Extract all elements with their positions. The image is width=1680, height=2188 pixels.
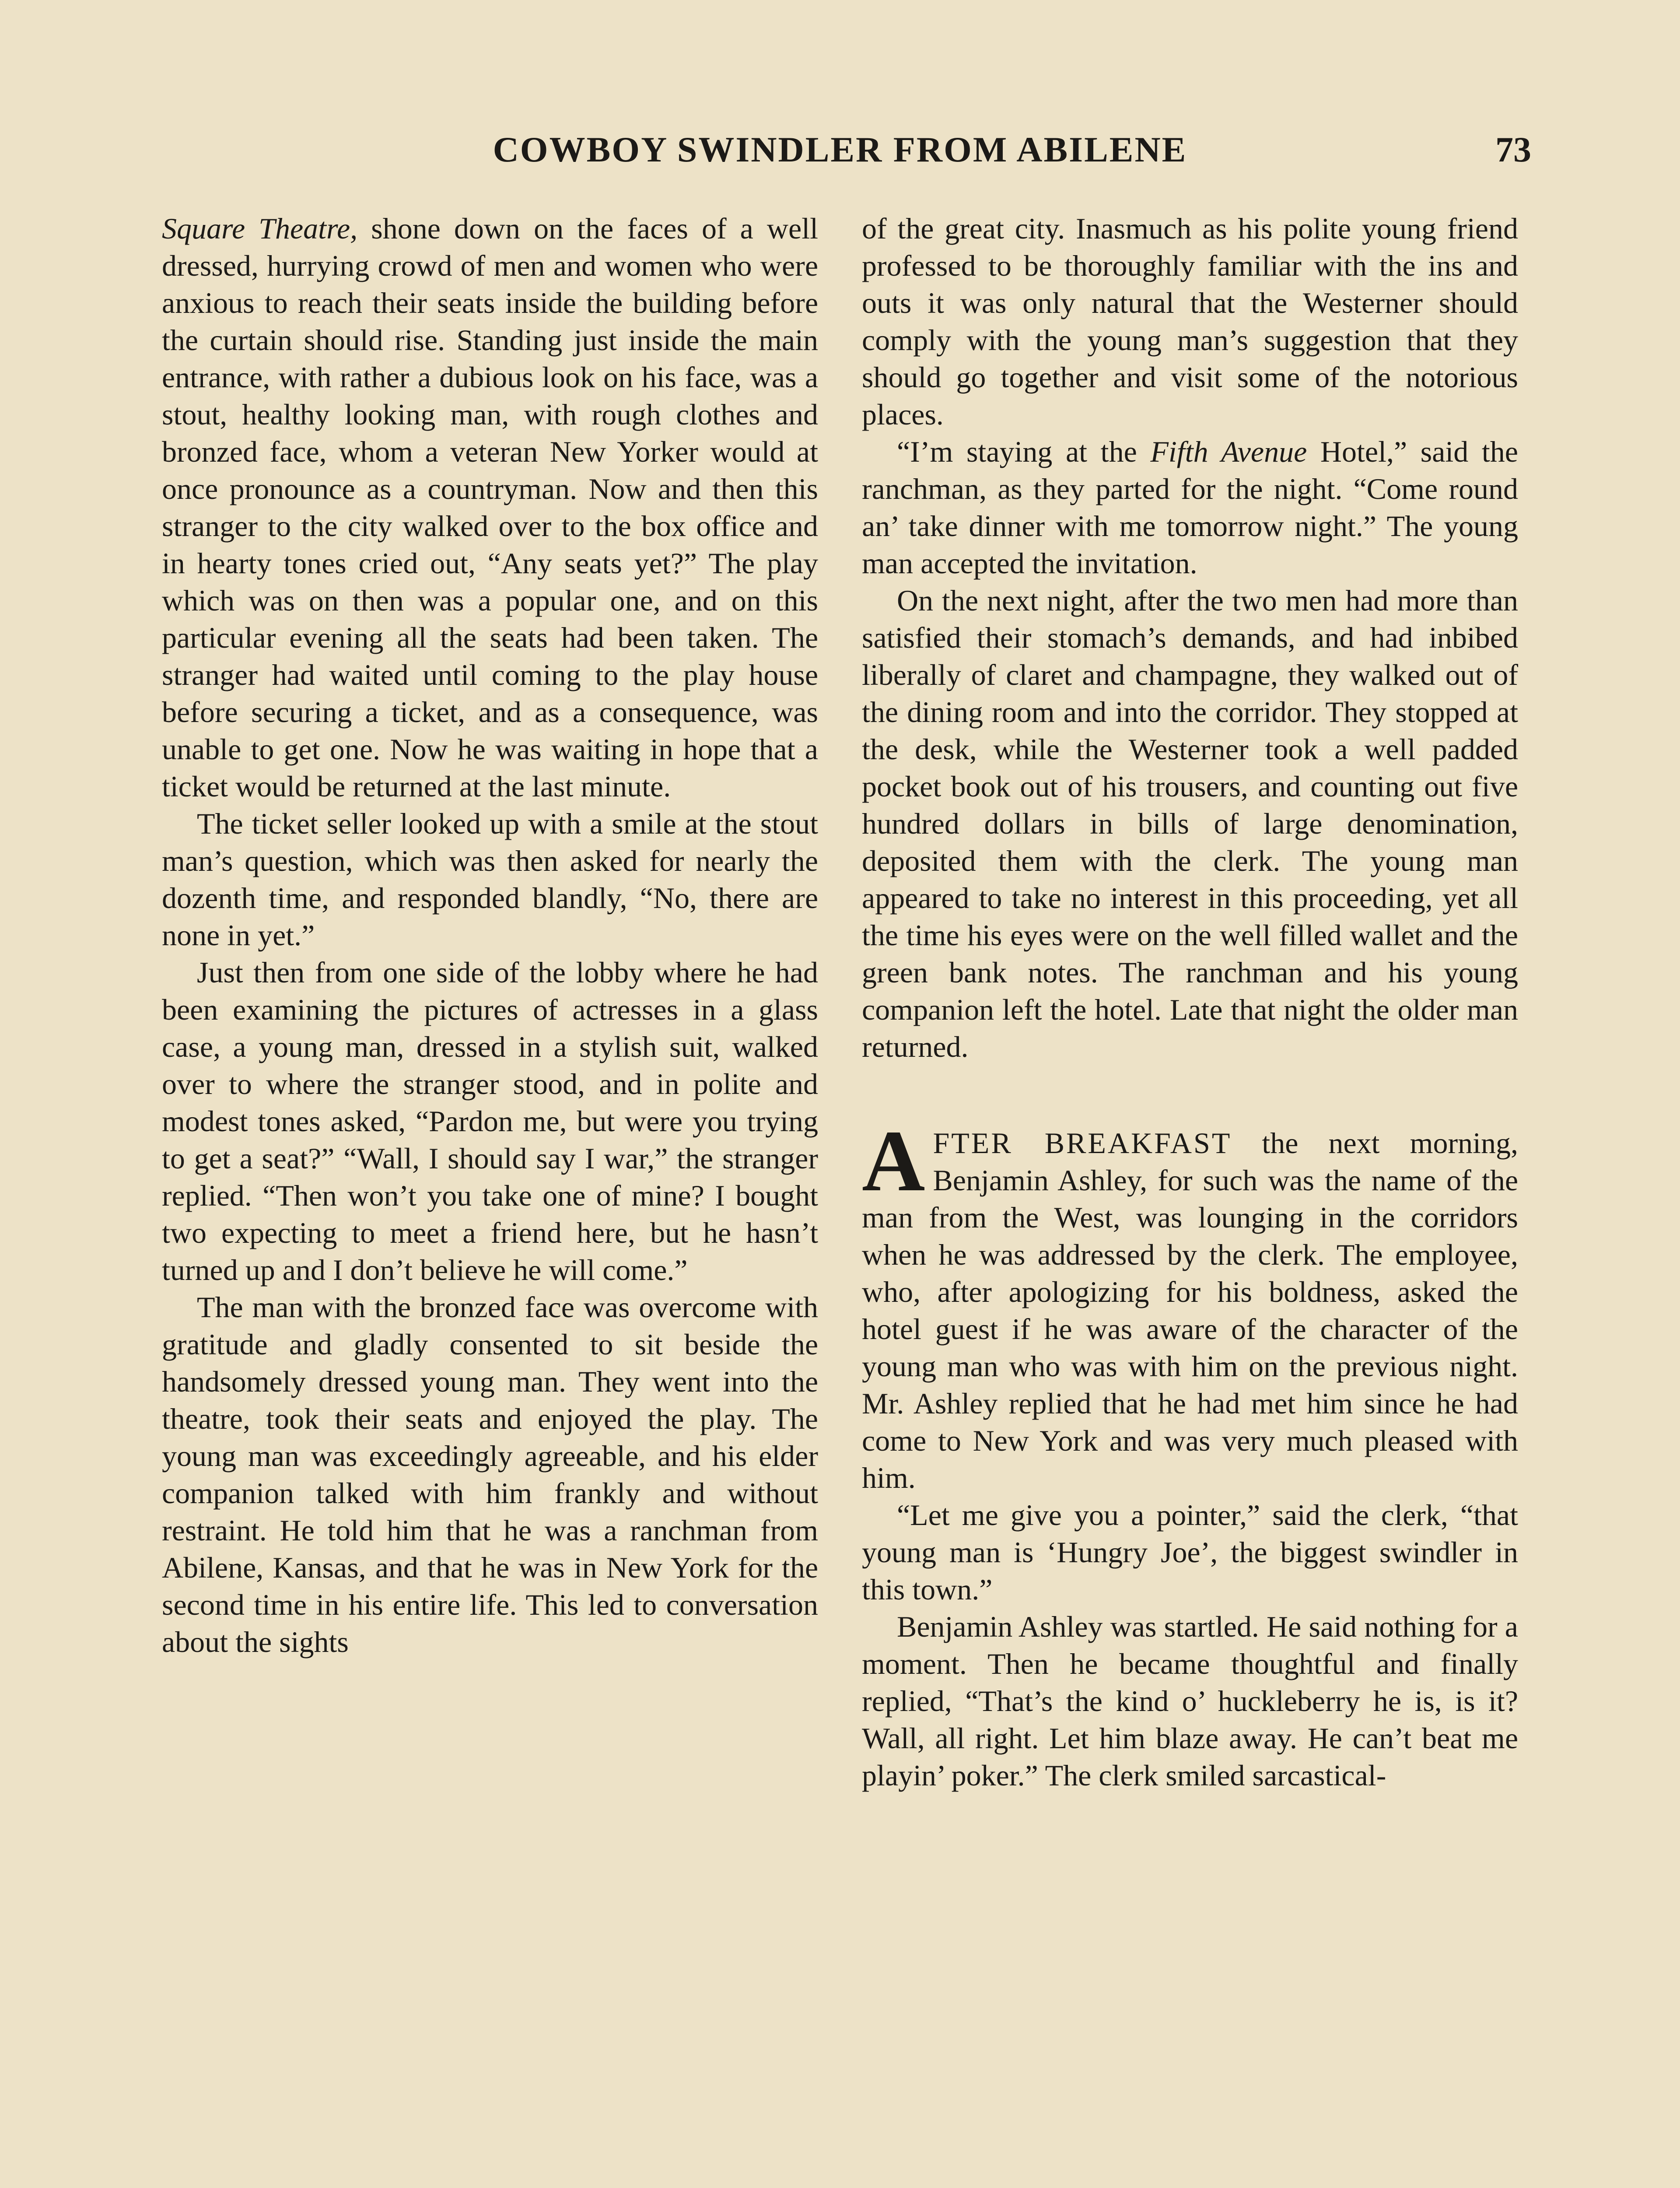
paragraph: Just then from one side of the lobby where he had been examining the pictures of actresses in a glass case, a young man, dressed in a stylish suit, walked over to where the stranger stood, and in polite and modest tones asked, “Pardon me, but were you trying to get a seat?” “Wall, I should say I war,” the stranger replied. “Then won’t you take one of mine? I bought two expecting to meet a friend here, but he hasn’t turned up and I don’t believe he will come.” — [162, 956, 818, 1287]
paragraph: Benjamin Ashley was startled. He said nothing for a moment. Then he became thoughtful and finally replied, “That’s the kind o’ huckleberry he is, is it? Wall, all right. Let him blaze away. He can’t beat me playin’ poker.” The clerk smiled sarcastical- — [862, 1610, 1518, 1792]
paragraph-text: the next morning, Benjamin Ashley, for such was the name of the man from the West, was lounging in the corridors when he was addressed by the clerk. The employee, who, after apologizing for his boldness, asked the hotel guest if he was aware of the character of the young man who was with him on the previous night. Mr. Ashley replied that he had met him since he had come to New York and was very much pleased with him. — [862, 1126, 1518, 1494]
running-head-title: COWBOY SWINDLER FROM ABILENE — [493, 130, 1187, 169]
left-column — [162, 210, 818, 1661]
right-column — [862, 210, 1518, 1794]
drop-cap: A — [862, 1113, 925, 1210]
paragraph: On the next night, after the two men had more than satisfied their stomach’s demands, and had inbibed liberally of claret and champagne, they walked out of the dining room and into the corridor. They stopped at the desk, while the Westerner took a well padded pocket book out of his trousers, and counting out five hundred dollars in bills of large denomination, deposited them with the clerk. The young man appeared to take no interest in this proceeding, yet all the time his eyes were on the well filled wallet and the green bank notes. The ranchman and his young companion left the hotel. Late that night the older man returned. — [862, 584, 1518, 1063]
small-caps-lead: FTER BREAKFAST — [933, 1126, 1232, 1160]
paragraph: The man with the bronzed face was overcome with gratitude and gladly consented to sit beside the handsomely dressed young man. They went into the theatre, took their seats and enjoyed the play. The young man was exceedingly agreeable, and his elder companion talked with him frankly and without restraint. He told him that he was a ranchman from Abilene, Kansas, and that he was in New York for the second time in his entire life. This led to conversation about the sights — [162, 1290, 818, 1659]
paragraph — [862, 433, 1518, 582]
page-number: 73 — [1495, 130, 1531, 169]
paragraph: The ticket seller looked up with a smile at the stout man’s question, which was then asked for nearly the dozenth time, and responded blandly, “No, there are none in yet.” — [162, 807, 818, 952]
theatre-name: Square Theatre, — [162, 212, 358, 245]
paragraph: of the great city. Inasmuch as his polite young friend professed to be thoroughly familiar with the ins and outs it was only natural that the Westerner should comply with the young man’s suggestion that they should go together and visit some of the notorious places. — [862, 212, 1518, 431]
paragraph-text: “I’m staying at the — [897, 435, 1151, 468]
paragraph-text: shone down on the faces of a well dressed, hurrying crowd of men and women who were anxious to reach their seats inside the building before the curtain should rise. Standing just inside the main entrance, with rather a dubious look on his face, was a stout, healthy looking man, with rough clothes and bronzed face, whom a veteran New Yorker would at once pronounce as a countryman. Now and then this stranger to the city walked over to the box office and in hearty tones cried out, “Any seats yet?” The play which was on then was a popular one, and on this particular evening all the seats had been taken. The stranger had waited until coming to the play house before securing a ticket, and as a consequence, was unable to get one. Now he was waiting in hope that a ticket would be returned at the last minute. — [162, 212, 818, 803]
hotel-name: Fifth Avenue — [1150, 435, 1307, 468]
paragraph-text: Hotel,” said the ranchman, as they parted for the night. “Come round an’ take dinner with me tomorrow night.” The young man accepted the invitation. — [862, 435, 1518, 580]
section-opening-paragraph — [862, 1113, 1518, 1497]
paragraph — [162, 210, 818, 805]
paragraph: “Let me give you a pointer,” said the clerk, “that young man is ‘Hungry Joe’, the biggest swindler in this town.” — [862, 1498, 1518, 1606]
